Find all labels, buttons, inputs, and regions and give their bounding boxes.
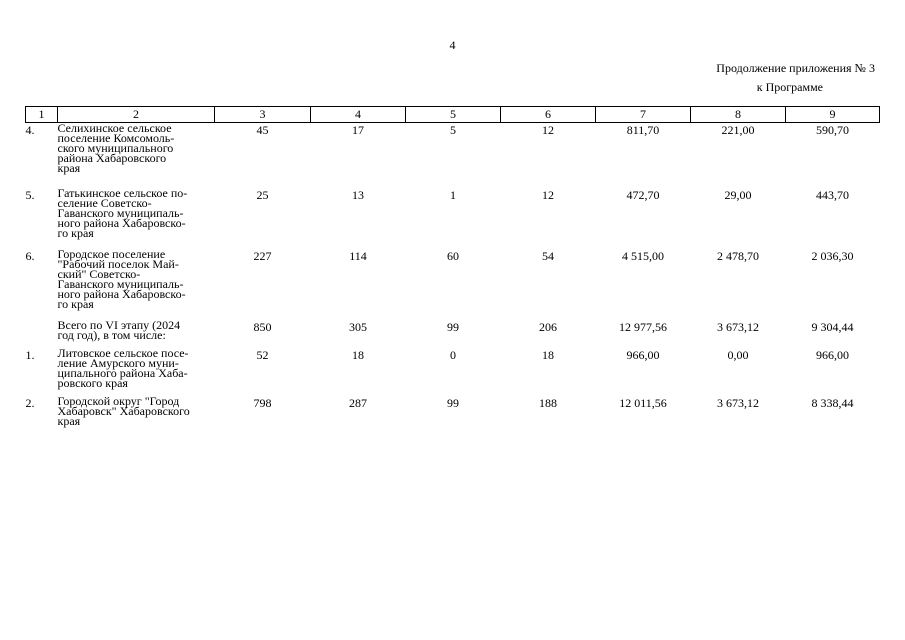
row-name-line: ного района Хабаровско- xyxy=(57,215,186,230)
data-table xyxy=(25,106,880,436)
row-value-col-8: 221,00 xyxy=(721,123,755,137)
row-name-line: ский" Советско- xyxy=(57,266,141,281)
row-value-col-8: 3 673,12 xyxy=(717,319,759,334)
row-name-line: ного района Хабаровско- xyxy=(57,286,186,301)
row-number: 2. xyxy=(25,395,35,410)
row-value-col-6: 188 xyxy=(539,395,557,410)
appendix-line-1: Продолжение приложения № 3 xyxy=(716,61,875,75)
column-header: 8 xyxy=(691,107,786,123)
row-value-col-4: 305 xyxy=(349,319,367,334)
row-name xyxy=(58,123,215,188)
row-name-line: ровского края xyxy=(57,375,128,390)
row-value-col-9: 2 036,30 xyxy=(811,248,854,263)
row-name xyxy=(57,393,215,436)
table-row xyxy=(26,188,880,249)
row-name-line: год год), в том числе: xyxy=(57,327,166,342)
row-value-col-9: 8 338,44 xyxy=(811,395,854,410)
row-number: 1. xyxy=(25,347,35,362)
table-row xyxy=(26,249,880,320)
row-value-col-3: 227 xyxy=(253,248,272,263)
row-value-col-6: 12 xyxy=(542,187,554,202)
row-name-line: "Рабочий поселок Май- xyxy=(57,256,179,271)
row-value-col-7: 966,00 xyxy=(626,347,660,362)
row-value-col-5: 60 xyxy=(447,248,459,263)
row-value-col-7: 12 977,56 xyxy=(619,319,667,334)
row-value-col-8: 0,00 xyxy=(727,347,749,362)
row-value-col-9: 443,70 xyxy=(816,187,849,202)
row-name xyxy=(57,317,215,348)
row-value-col-7: 4 515,00 xyxy=(622,248,664,263)
row-value-col-8: 3 673,12 xyxy=(717,395,759,410)
column-header: 1 xyxy=(26,107,58,123)
row-name-line: Всего по VI этапу (2024 xyxy=(57,317,181,332)
row-value-col-8: 29,00 xyxy=(724,187,752,202)
row-value-col-5: 99 xyxy=(447,395,459,410)
column-header: 6 xyxy=(501,107,596,123)
row-value-col-9: 9 304,44 xyxy=(811,319,854,334)
row-name-line: края xyxy=(57,161,81,175)
row-value-col-9: 966,00 xyxy=(816,347,849,362)
row-value-col-4: 287 xyxy=(349,395,367,410)
row-value-col-6: 54 xyxy=(542,248,554,263)
row-name-line: района Хабаровского xyxy=(57,151,167,165)
column-header: 3 xyxy=(215,107,311,123)
row-number: 4. xyxy=(25,123,35,137)
row-name-line: го края xyxy=(57,296,94,311)
row-number: 6. xyxy=(25,248,35,263)
row-name-line: ципального района Хаба- xyxy=(57,365,188,380)
page-number: 4 xyxy=(449,38,456,52)
row-name-line: Гаванского муниципаль- xyxy=(57,205,184,220)
row-value-col-9: 590,70 xyxy=(816,123,849,137)
row-name-line: селение Советско- xyxy=(57,195,152,210)
row-value-col-4: 17 xyxy=(352,123,364,137)
table-row xyxy=(26,320,880,348)
row-value-col-5: 99 xyxy=(447,319,459,334)
row-value-col-3: 850 xyxy=(253,319,272,334)
row-value-col-7: 12 011,56 xyxy=(619,395,667,410)
row-name-line: ление Амурского муни- xyxy=(57,355,179,370)
column-header: 4 xyxy=(311,107,406,123)
row-value-col-3: 52 xyxy=(256,347,269,362)
row-value-col-3: 25 xyxy=(256,187,269,202)
row-value-col-4: 13 xyxy=(352,187,364,202)
row-value-col-4: 114 xyxy=(349,248,367,263)
row-name xyxy=(57,345,215,396)
row-name xyxy=(57,246,215,320)
row-name-line: края xyxy=(57,413,81,428)
row-name-line: поселение Комсомоль- xyxy=(57,131,175,145)
row-value-col-5: 5 xyxy=(450,123,456,137)
row-name-line: го края xyxy=(57,225,94,240)
row-name-line: Гатькинское сельское по- xyxy=(57,185,188,200)
row-number: 5. xyxy=(25,187,35,202)
appendix-line-2: к Программе xyxy=(756,80,823,94)
row-name-line: Хабаровск" Хабаровского xyxy=(57,403,190,418)
row-value-col-6: 18 xyxy=(542,347,554,362)
column-header: 9 xyxy=(786,107,880,123)
row-name-line: ского муниципального xyxy=(57,141,174,155)
table-row xyxy=(26,396,880,436)
row-name-line: Городской округ "Город xyxy=(57,393,180,408)
row-name-line: Селихинское сельское xyxy=(57,121,172,135)
column-header: 5 xyxy=(406,107,501,123)
row-value-col-6: 206 xyxy=(539,319,557,334)
appendix-caption xyxy=(675,59,875,97)
row-value-col-7: 811,70 xyxy=(626,123,660,137)
row-name xyxy=(57,185,215,249)
row-value-col-7: 472,70 xyxy=(626,187,660,202)
row-value-col-3: 45 xyxy=(256,123,269,137)
column-header: 2 xyxy=(58,107,215,123)
row-name-line: Городское поселение xyxy=(57,246,166,261)
row-value-col-5: 0 xyxy=(450,347,456,362)
column-header: 7 xyxy=(596,107,691,123)
table-row xyxy=(26,348,880,396)
table-row xyxy=(26,123,880,188)
row-value-col-4: 18 xyxy=(352,347,364,362)
row-name-line: Литовское сельское посе- xyxy=(57,345,189,360)
row-value-col-6: 12 xyxy=(542,123,554,137)
row-number xyxy=(26,320,58,348)
row-name-line: Гаванского муниципаль- xyxy=(57,276,184,291)
row-value-col-8: 2 478,70 xyxy=(717,248,759,263)
row-value-col-5: 1 xyxy=(450,187,456,202)
row-value-col-3: 798 xyxy=(253,395,272,410)
